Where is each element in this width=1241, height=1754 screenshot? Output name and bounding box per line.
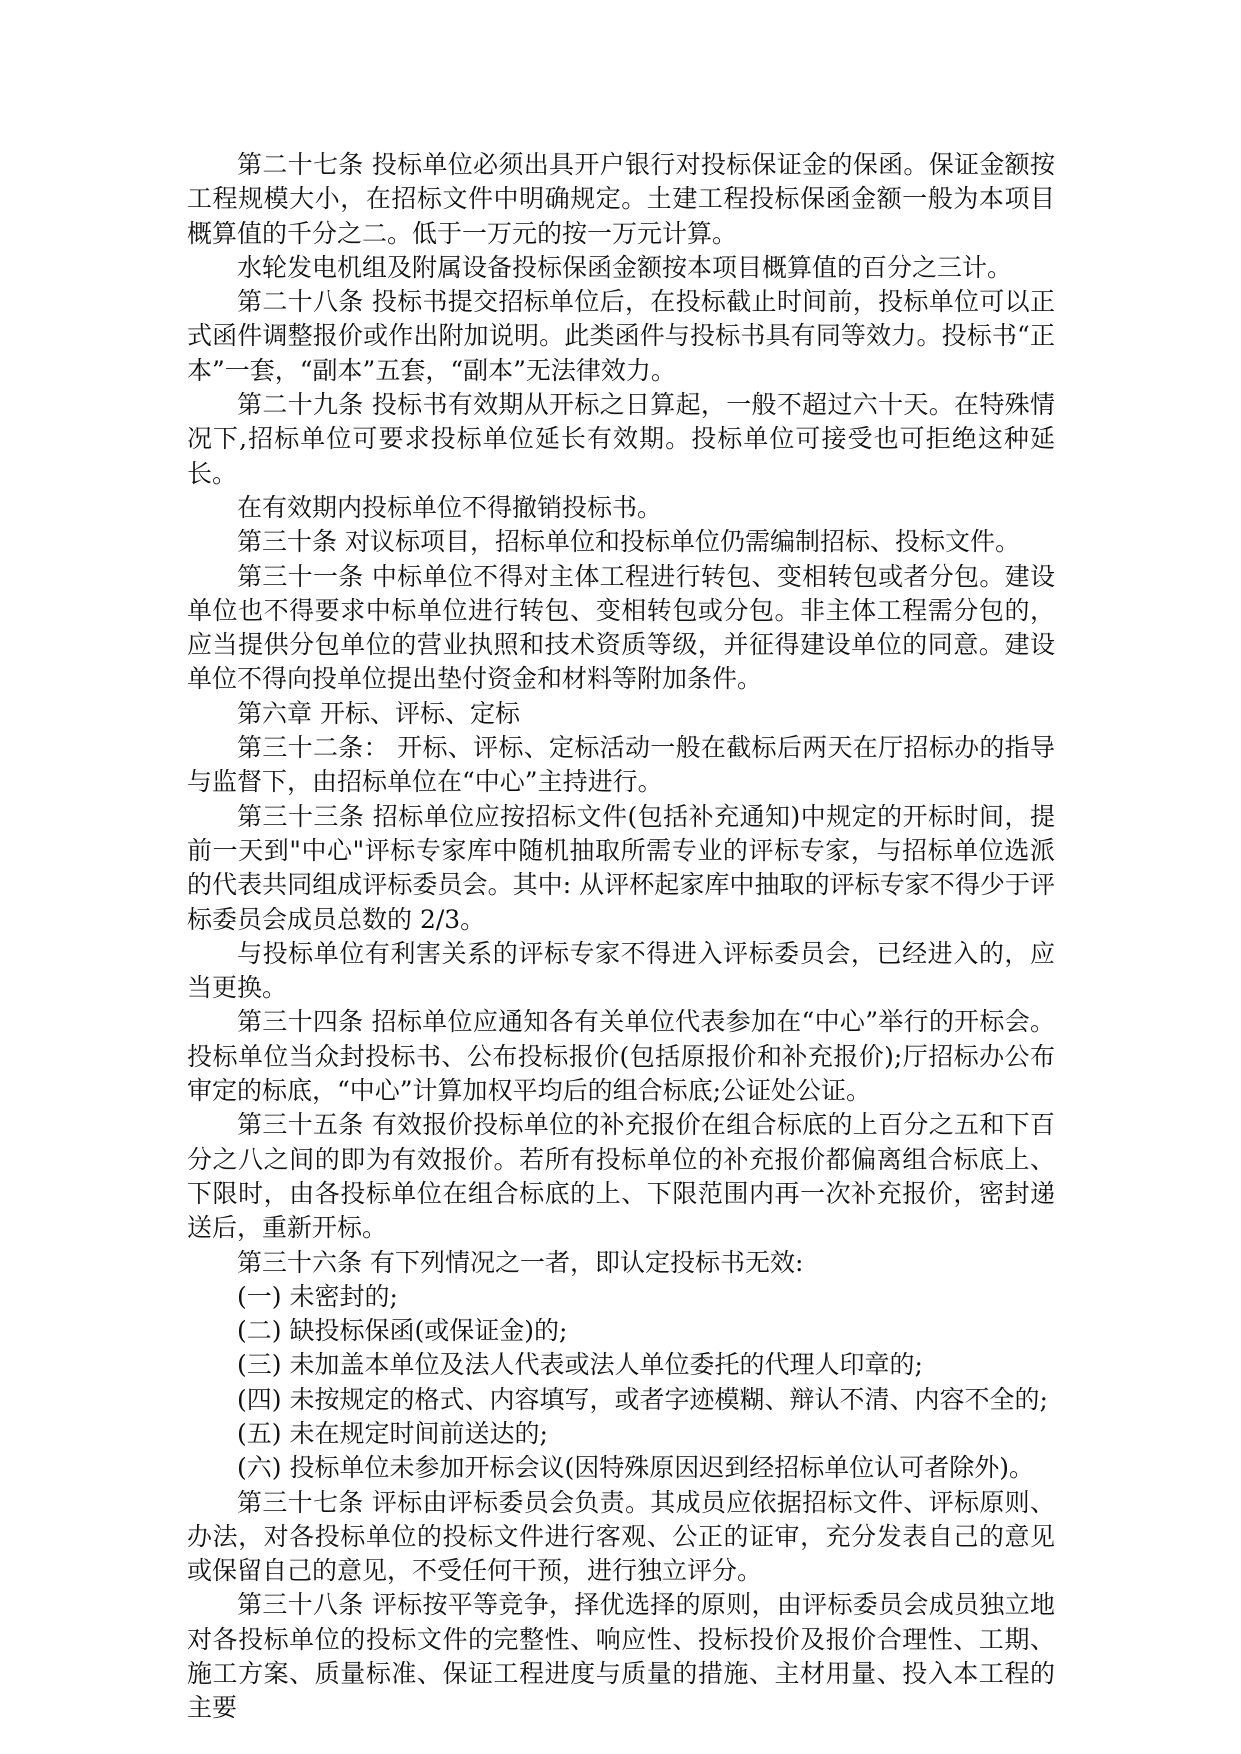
document-body bbox=[187, 148, 1055, 1726]
paragraph-article-33: 第三十三条 招标单位应按招标文件(包括补充通知)中规定的开标时间，提前一天到"中心"评标专家库中随机抽取所需专业的评标专家，与招标单位选派的代表共同组成评标委员会。其中: 从评杯起家库中抽取的评标专家不得少于评标委员会成员总数的 2/3。 bbox=[187, 801, 1055, 934]
paragraph-article-32: 第三十二条： 开标、评标、定标活动一般在截标后两天在厅招标办的指导与监督下，由招标单位在“中心”主持进行。 bbox=[187, 733, 1055, 797]
paragraph-article-29: 第二十九条 投标书有效期从开标之日算起，一般不超过六十天。在特殊情况下,招标单位可要求投标单位延长有效期。投标单位可接受也可拒绝这种延长。 bbox=[187, 390, 1055, 488]
list-item: (三) 未加盖本单位及法人代表或法人单位委托的代理人印章的; bbox=[237, 1350, 923, 1380]
paragraph-article-36: 第三十六条 有下列情况之一者，即认定投标书无效: bbox=[237, 1247, 804, 1277]
list-item: (二) 缺投标保函(或保证金)的; bbox=[237, 1316, 568, 1346]
chapter-heading: 第六章 开标、评标、定标 bbox=[237, 698, 520, 728]
paragraph-turbine-guarantee: 水轮发电机组及附属设备投标保函金额按本项目概算值的百分之三计。 bbox=[237, 252, 1013, 282]
paragraph-expert-replacement: 与投标单位有利害关系的评标专家不得进入评标委员会，已经进入的，应当更换。 bbox=[187, 938, 1055, 1003]
paragraph-article-30: 第三十条 对议标项目，招标单位和投标单位仍需编制招标、投标文件。 bbox=[237, 527, 1020, 557]
paragraph-article-34: 第三十四条 招标单位应通知各有关单位代表参加在“中心”举行的开标会。投标单位当众封投标书、公布投标报价(包括原报价和补充报价);厅招标办公布审定的标底，“中心”计算加权平均后的组合标底;公证处公证。 bbox=[187, 1007, 1055, 1106]
paragraph-article-35: 第三十五条 有效报价投标单位的补充报价在组合标底的上百分之五和下百分之八之间的即为有效报价。若所有投标单位的补充报价都偏离组合标底上、下限时，由各投标单位在组合标底的上、下限范围内再一次补充报价，密封递送后，重新开标。 bbox=[187, 1110, 1055, 1243]
paragraph-article-37: 第三十七条 评标由评标委员会负责。其成员应依据招标文件、评标原则、办法，对各投标单位的投标文件进行客观、公正的证审，充分发表自己的意见或保留自己的意见，不受任何干预，进行独立评分。 bbox=[187, 1487, 1055, 1586]
paragraph-article-28: 第二十八条 投标书提交招标单位后，在投标截止时间前，投标单位可以正式函件调整报价或作出附加说明。此类函件与投标书具有同等效力。投标书“正本”一套，“副本”五套，“副本”无法律效力。 bbox=[187, 287, 1055, 385]
list-item: (一) 未密封的; bbox=[237, 1281, 398, 1311]
paragraph-article-38: 第三十八条 评标按平等竞争，择优选择的原则，由评标委员会成员独立地对各投标单位的投标文件的完整性、响应性、投标投价及报价合理性、工期、施工方案、质量标准、保证工程进度与质量的措施、主材用量、投入本工程的主要 bbox=[187, 1590, 1055, 1723]
list-item: (五) 未在规定时间前送达的; bbox=[237, 1418, 548, 1448]
paragraph-validity-period: 在有效期内投标单位不得撤销投标书。 bbox=[237, 492, 663, 522]
paragraph-article-27: 第二十七条 投标单位必须出具开户银行对投标保证金的保函。保证金额按工程规模大小，在招标文件中明确规定。土建工程投标保函金额一般为本项目概算值的千分之二。低于一万元的按一万元计算。 bbox=[187, 150, 1055, 248]
list-item: (六) 投标单位未参加开标会议(因特殊原因迟到经招标单位认可者除外)。 bbox=[237, 1453, 1034, 1483]
list-item: (四) 未按规定的格式、内容填写，或者字迹模糊、辩认不清、内容不全的; bbox=[237, 1384, 1048, 1414]
paragraph-article-31: 第三十一条 中标单位不得对主体工程进行转包、变相转包或者分包。建设单位也不得要求中标单位进行转包、变相转包或分包。非主体工程需分包的，应当提供分包单位的营业执照和技术资质等级，并征得建设单位的同意。建设单位不得向投单位提出垫付资金和材料等附加条件。 bbox=[187, 561, 1055, 694]
